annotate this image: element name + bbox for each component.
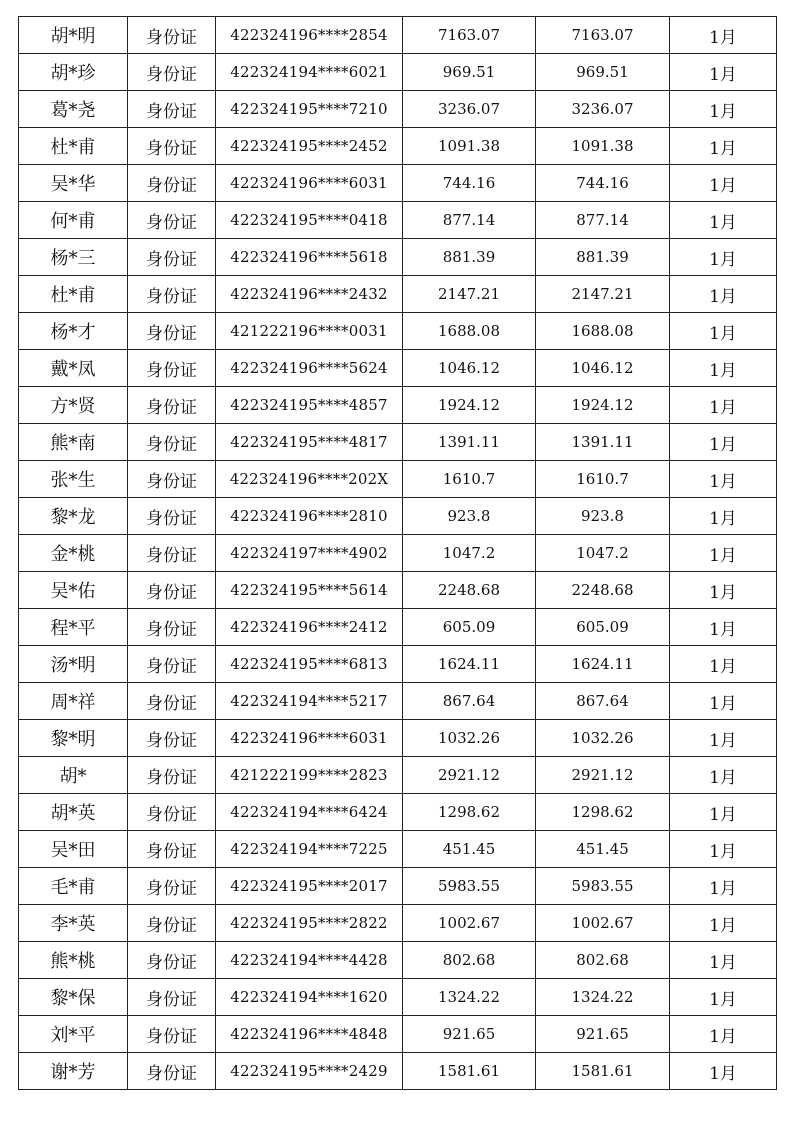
id-type-cell: 身份证 <box>128 794 216 831</box>
amount-total-cell: 451.45 <box>536 831 670 868</box>
table-row <box>19 720 777 757</box>
month-cell: 1月 <box>670 350 777 387</box>
month-cell: 1月 <box>670 535 777 572</box>
id-number-cell: 422324196****2810 <box>216 498 403 535</box>
person-name-cell: 熊*南 <box>19 424 128 461</box>
month-cell: 1月 <box>670 757 777 794</box>
person-name-cell: 毛*甫 <box>19 868 128 905</box>
amount-total-cell: 7163.07 <box>536 17 670 54</box>
person-name-cell: 杜*甫 <box>19 276 128 313</box>
id-number-cell: 422324196****4848 <box>216 1016 403 1053</box>
id-number-cell: 422324196****5618 <box>216 239 403 276</box>
amount-total-cell: 877.14 <box>536 202 670 239</box>
table-row <box>19 128 777 165</box>
id-type-cell: 身份证 <box>128 831 216 868</box>
id-number-cell: 422324195****2017 <box>216 868 403 905</box>
table-row <box>19 313 777 350</box>
amount-cell: 2248.68 <box>403 572 536 609</box>
amount-total-cell: 867.64 <box>536 683 670 720</box>
id-type-cell: 身份证 <box>128 942 216 979</box>
person-name-cell: 金*桃 <box>19 535 128 572</box>
month-cell: 1月 <box>670 313 777 350</box>
amount-cell: 7163.07 <box>403 17 536 54</box>
amount-cell: 802.68 <box>403 942 536 979</box>
month-cell: 1月 <box>670 831 777 868</box>
amount-cell: 1688.08 <box>403 313 536 350</box>
id-number-cell: 421222196****0031 <box>216 313 403 350</box>
id-number-cell: 422324196****5624 <box>216 350 403 387</box>
id-type-cell: 身份证 <box>128 979 216 1016</box>
id-type-cell: 身份证 <box>128 91 216 128</box>
amount-cell: 605.09 <box>403 609 536 646</box>
month-cell: 1月 <box>670 1053 777 1090</box>
amount-cell: 744.16 <box>403 165 536 202</box>
amount-cell: 2147.21 <box>403 276 536 313</box>
amount-total-cell: 1002.67 <box>536 905 670 942</box>
id-type-cell: 身份证 <box>128 1016 216 1053</box>
person-name-cell: 吴*田 <box>19 831 128 868</box>
person-name-cell: 葛*尧 <box>19 91 128 128</box>
table-row <box>19 1053 777 1090</box>
id-type-cell: 身份证 <box>128 1053 216 1090</box>
table-row <box>19 609 777 646</box>
table-row <box>19 831 777 868</box>
amount-total-cell: 1032.26 <box>536 720 670 757</box>
person-name-cell: 黎*明 <box>19 720 128 757</box>
id-type-cell: 身份证 <box>128 54 216 91</box>
person-name-cell: 黎*保 <box>19 979 128 1016</box>
month-cell: 1月 <box>670 387 777 424</box>
amount-cell: 1002.67 <box>403 905 536 942</box>
amount-total-cell: 923.8 <box>536 498 670 535</box>
id-type-cell: 身份证 <box>128 165 216 202</box>
table-row <box>19 868 777 905</box>
id-number-cell: 421222199****2823 <box>216 757 403 794</box>
person-name-cell: 何*甫 <box>19 202 128 239</box>
month-cell: 1月 <box>670 609 777 646</box>
amount-cell: 1624.11 <box>403 646 536 683</box>
amount-total-cell: 3236.07 <box>536 91 670 128</box>
table-row <box>19 461 777 498</box>
amount-cell: 1091.38 <box>403 128 536 165</box>
amount-total-cell: 1624.11 <box>536 646 670 683</box>
id-number-cell: 422324197****4902 <box>216 535 403 572</box>
amount-cell: 2921.12 <box>403 757 536 794</box>
id-type-cell: 身份证 <box>128 313 216 350</box>
person-name-cell: 杨*才 <box>19 313 128 350</box>
amount-cell: 1032.26 <box>403 720 536 757</box>
id-number-cell: 422324194****6424 <box>216 794 403 831</box>
amount-total-cell: 1391.11 <box>536 424 670 461</box>
amount-total-cell: 1610.7 <box>536 461 670 498</box>
id-type-cell: 身份证 <box>128 905 216 942</box>
table-row <box>19 572 777 609</box>
id-type-cell: 身份证 <box>128 461 216 498</box>
id-number-cell: 422324195****4857 <box>216 387 403 424</box>
amount-cell: 877.14 <box>403 202 536 239</box>
table-row <box>19 1016 777 1053</box>
id-type-cell: 身份证 <box>128 276 216 313</box>
id-number-cell: 422324195****2822 <box>216 905 403 942</box>
person-name-cell: 黎*龙 <box>19 498 128 535</box>
amount-total-cell: 1924.12 <box>536 387 670 424</box>
amount-total-cell: 1047.2 <box>536 535 670 572</box>
person-name-cell: 方*贤 <box>19 387 128 424</box>
table-row <box>19 794 777 831</box>
table-row <box>19 979 777 1016</box>
id-type-cell: 身份证 <box>128 868 216 905</box>
amount-cell: 921.65 <box>403 1016 536 1053</box>
id-type-cell: 身份证 <box>128 646 216 683</box>
month-cell: 1月 <box>670 868 777 905</box>
person-name-cell: 张*生 <box>19 461 128 498</box>
amount-cell: 1610.7 <box>403 461 536 498</box>
id-type-cell: 身份证 <box>128 683 216 720</box>
id-number-cell: 422324196****2432 <box>216 276 403 313</box>
person-name-cell: 吴*华 <box>19 165 128 202</box>
month-cell: 1月 <box>670 979 777 1016</box>
id-number-cell: 422324195****2452 <box>216 128 403 165</box>
amount-total-cell: 802.68 <box>536 942 670 979</box>
month-cell: 1月 <box>670 794 777 831</box>
amount-total-cell: 1091.38 <box>536 128 670 165</box>
id-number-cell: 422324195****2429 <box>216 1053 403 1090</box>
id-number-cell: 422324196****202X <box>216 461 403 498</box>
month-cell: 1月 <box>670 498 777 535</box>
amount-total-cell: 969.51 <box>536 54 670 91</box>
id-number-cell: 422324194****1620 <box>216 979 403 1016</box>
person-name-cell: 吴*佑 <box>19 572 128 609</box>
id-type-cell: 身份证 <box>128 609 216 646</box>
amount-cell: 1046.12 <box>403 350 536 387</box>
month-cell: 1月 <box>670 646 777 683</box>
id-type-cell: 身份证 <box>128 535 216 572</box>
person-name-cell: 杨*三 <box>19 239 128 276</box>
person-name-cell: 李*英 <box>19 905 128 942</box>
id-number-cell: 422324195****0418 <box>216 202 403 239</box>
table-row <box>19 202 777 239</box>
amount-total-cell: 1688.08 <box>536 313 670 350</box>
id-number-cell: 422324196****2412 <box>216 609 403 646</box>
amount-total-cell: 2921.12 <box>536 757 670 794</box>
table-row <box>19 54 777 91</box>
month-cell: 1月 <box>670 905 777 942</box>
month-cell: 1月 <box>670 165 777 202</box>
month-cell: 1月 <box>670 461 777 498</box>
id-type-cell: 身份证 <box>128 239 216 276</box>
amount-total-cell: 1581.61 <box>536 1053 670 1090</box>
table-row <box>19 424 777 461</box>
amount-total-cell: 744.16 <box>536 165 670 202</box>
amount-total-cell: 921.65 <box>536 1016 670 1053</box>
id-type-cell: 身份证 <box>128 498 216 535</box>
amount-total-cell: 605.09 <box>536 609 670 646</box>
month-cell: 1月 <box>670 54 777 91</box>
amount-total-cell: 5983.55 <box>536 868 670 905</box>
table-row <box>19 757 777 794</box>
table-row <box>19 165 777 202</box>
month-cell: 1月 <box>670 202 777 239</box>
amount-cell: 1581.61 <box>403 1053 536 1090</box>
amount-cell: 3236.07 <box>403 91 536 128</box>
amount-cell: 5983.55 <box>403 868 536 905</box>
month-cell: 1月 <box>670 1016 777 1053</box>
id-type-cell: 身份证 <box>128 720 216 757</box>
table-row <box>19 350 777 387</box>
month-cell: 1月 <box>670 128 777 165</box>
amount-total-cell: 881.39 <box>536 239 670 276</box>
id-number-cell: 422324194****6021 <box>216 54 403 91</box>
table-row <box>19 387 777 424</box>
id-type-cell: 身份证 <box>128 424 216 461</box>
person-name-cell: 胡* <box>19 757 128 794</box>
amount-cell: 1324.22 <box>403 979 536 1016</box>
id-number-cell: 422324194****4428 <box>216 942 403 979</box>
month-cell: 1月 <box>670 17 777 54</box>
id-number-cell: 422324194****5217 <box>216 683 403 720</box>
month-cell: 1月 <box>670 572 777 609</box>
month-cell: 1月 <box>670 683 777 720</box>
person-name-cell: 谢*芳 <box>19 1053 128 1090</box>
month-cell: 1月 <box>670 239 777 276</box>
month-cell: 1月 <box>670 942 777 979</box>
id-number-cell: 422324196****2854 <box>216 17 403 54</box>
id-type-cell: 身份证 <box>128 128 216 165</box>
person-name-cell: 程*平 <box>19 609 128 646</box>
id-number-cell: 422324196****6031 <box>216 165 403 202</box>
amount-cell: 867.64 <box>403 683 536 720</box>
amount-cell: 923.8 <box>403 498 536 535</box>
subsidy-table <box>18 16 777 1090</box>
table-row <box>19 17 777 54</box>
month-cell: 1月 <box>670 424 777 461</box>
person-name-cell: 熊*桃 <box>19 942 128 979</box>
amount-cell: 1047.2 <box>403 535 536 572</box>
amount-total-cell: 2248.68 <box>536 572 670 609</box>
table-row <box>19 239 777 276</box>
id-type-cell: 身份证 <box>128 350 216 387</box>
amount-cell: 1298.62 <box>403 794 536 831</box>
person-name-cell: 胡*明 <box>19 17 128 54</box>
month-cell: 1月 <box>670 276 777 313</box>
amount-cell: 969.51 <box>403 54 536 91</box>
amount-total-cell: 2147.21 <box>536 276 670 313</box>
amount-cell: 1391.11 <box>403 424 536 461</box>
id-type-cell: 身份证 <box>128 572 216 609</box>
amount-cell: 1924.12 <box>403 387 536 424</box>
person-name-cell: 周*祥 <box>19 683 128 720</box>
id-number-cell: 422324196****6031 <box>216 720 403 757</box>
table-row <box>19 276 777 313</box>
person-name-cell: 刘*平 <box>19 1016 128 1053</box>
table-row <box>19 683 777 720</box>
person-name-cell: 胡*珍 <box>19 54 128 91</box>
person-name-cell: 戴*凤 <box>19 350 128 387</box>
table-row <box>19 942 777 979</box>
person-name-cell: 杜*甫 <box>19 128 128 165</box>
id-number-cell: 422324195****4817 <box>216 424 403 461</box>
id-type-cell: 身份证 <box>128 202 216 239</box>
id-number-cell: 422324195****6813 <box>216 646 403 683</box>
amount-total-cell: 1324.22 <box>536 979 670 1016</box>
person-name-cell: 汤*明 <box>19 646 128 683</box>
id-type-cell: 身份证 <box>128 387 216 424</box>
person-name-cell: 胡*英 <box>19 794 128 831</box>
amount-cell: 451.45 <box>403 831 536 868</box>
table-row <box>19 91 777 128</box>
table-row <box>19 646 777 683</box>
table-row <box>19 498 777 535</box>
table-row <box>19 535 777 572</box>
id-type-cell: 身份证 <box>128 17 216 54</box>
id-number-cell: 422324194****7225 <box>216 831 403 868</box>
month-cell: 1月 <box>670 720 777 757</box>
id-number-cell: 422324195****5614 <box>216 572 403 609</box>
amount-total-cell: 1046.12 <box>536 350 670 387</box>
id-type-cell: 身份证 <box>128 757 216 794</box>
table-body <box>19 17 777 1090</box>
amount-cell: 881.39 <box>403 239 536 276</box>
table-row <box>19 905 777 942</box>
amount-total-cell: 1298.62 <box>536 794 670 831</box>
id-number-cell: 422324195****7210 <box>216 91 403 128</box>
month-cell: 1月 <box>670 91 777 128</box>
